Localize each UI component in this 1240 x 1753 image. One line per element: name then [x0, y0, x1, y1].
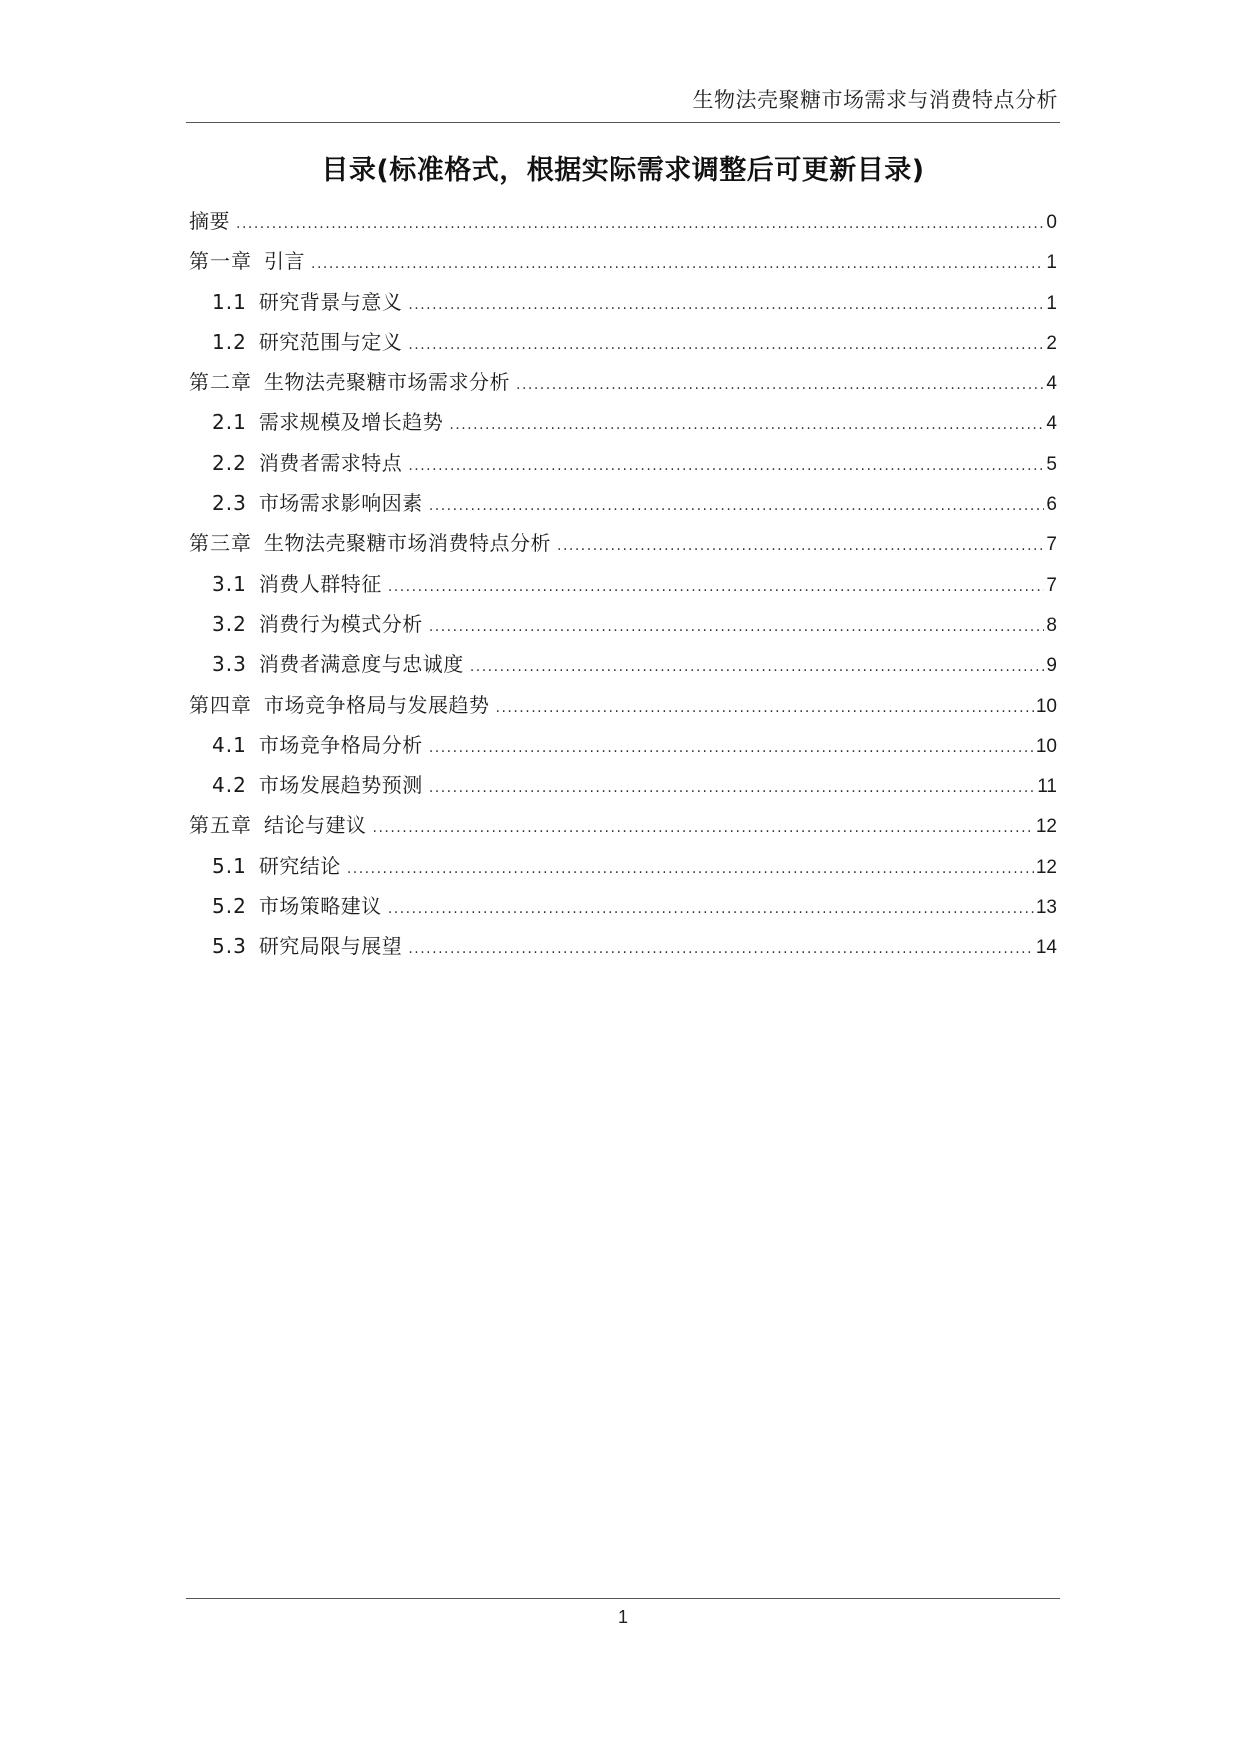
dot-leader [496, 700, 1034, 716]
dot-leader [408, 297, 1044, 313]
toc-entry-page-number: 5 [1046, 453, 1057, 475]
toc-section-entry[interactable] [189, 769, 1057, 809]
toc-entry-label: 研究结论 [258, 853, 341, 878]
toc-entry-page-number: 7 [1046, 534, 1057, 556]
toc-chapter-entry[interactable] [189, 527, 1057, 567]
toc-entry-label: 生物法壳聚糖市场需求分析 [264, 370, 510, 395]
toc-entry-page-number: 8 [1046, 614, 1057, 636]
toc-title: 目录(标准格式，根据实际需求调整后可更新目录) [321, 155, 925, 186]
toc-section-entry[interactable] [189, 648, 1057, 688]
toc-entry-page-number: 1 [1046, 252, 1057, 274]
toc-entry-label: 需求规模及增长趋势 [258, 410, 444, 435]
dot-leader [408, 337, 1044, 353]
toc-entry-label: 市场策略建议 [258, 894, 382, 919]
toc-entry-number: 第三章 [189, 531, 252, 556]
toc-entry-page-number: 14 [1035, 937, 1057, 959]
table-of-contents [189, 205, 1057, 971]
toc-entry-page-number: 13 [1035, 897, 1057, 919]
toc-entry-label: 研究背景与意义 [258, 289, 403, 314]
page-footer [186, 1598, 1060, 1627]
toc-entry-label: 市场竞争格局与发展趋势 [264, 692, 490, 717]
toc-section-entry[interactable] [189, 406, 1057, 446]
toc-chapter-entry[interactable] [189, 245, 1057, 285]
toc-entry-number: 1.1 [212, 289, 247, 314]
toc-section-entry[interactable] [189, 608, 1057, 648]
dot-leader [388, 579, 1045, 595]
toc-section-entry[interactable] [189, 326, 1057, 366]
toc-entry-number: 5.1 [212, 853, 247, 878]
dot-leader [449, 417, 1044, 433]
toc-entry-page-number: 10 [1035, 695, 1057, 717]
toc-entry-number: 3.1 [212, 571, 247, 596]
toc-section-entry[interactable] [189, 286, 1057, 326]
toc-entry-label: 引言 [264, 249, 305, 274]
toc-entry-number: 2.3 [212, 491, 247, 516]
toc-entry-page-number: 12 [1035, 816, 1057, 838]
toc-entry-page-number: 10 [1035, 735, 1057, 757]
toc-entry-page-number: 1 [1046, 292, 1057, 314]
dot-leader [429, 740, 1034, 756]
toc-entry-number: 5.2 [212, 894, 247, 919]
toc-entry-number: 3.2 [212, 611, 247, 636]
toc-entry-label: 结论与建议 [264, 813, 367, 838]
toc-entry-number: 5.3 [212, 934, 247, 959]
toc-entry-label: 市场需求影响因素 [258, 491, 423, 516]
toc-entry-page-number: 7 [1046, 574, 1057, 596]
dot-leader [429, 780, 1035, 796]
toc-entry-page-number: 0 [1046, 212, 1057, 233]
toc-entry-page-number: 4 [1046, 413, 1057, 435]
toc-entry-number: 3.3 [212, 652, 247, 677]
dot-leader [470, 659, 1045, 675]
toc-chapter-entry[interactable] [189, 205, 1057, 245]
toc-entry-label: 研究范围与定义 [258, 329, 403, 354]
toc-entry-label: 市场发展趋势预测 [258, 773, 423, 798]
running-title: 生物法壳聚糖市场需求与消费特点分析 [692, 88, 1058, 112]
dot-leader [429, 498, 1045, 514]
toc-entry-number: 2.2 [212, 450, 247, 475]
toc-entry-label: 消费人群特征 [258, 571, 382, 596]
dot-leader [516, 377, 1044, 393]
toc-entry-number: 第二章 [189, 370, 252, 395]
toc-entry-number: 第四章 [189, 692, 252, 717]
toc-chapter-entry[interactable] [189, 809, 1057, 849]
dot-leader [388, 901, 1034, 917]
toc-section-entry[interactable] [189, 447, 1057, 487]
toc-entry-label: 市场竞争格局分析 [258, 732, 423, 757]
dot-leader [408, 941, 1034, 957]
dot-leader [408, 458, 1044, 474]
toc-section-entry[interactable] [189, 568, 1057, 608]
toc-section-entry[interactable] [189, 890, 1057, 930]
toc-entry-label: 摘要 [189, 209, 230, 233]
toc-entry-label: 消费者需求特点 [258, 450, 403, 475]
toc-section-entry[interactable] [189, 487, 1057, 527]
toc-entry-number: 4.2 [212, 773, 247, 798]
toc-entry-label: 生物法壳聚糖市场消费特点分析 [264, 531, 551, 556]
toc-section-entry[interactable] [189, 930, 1057, 970]
toc-entry-label: 消费行为模式分析 [258, 611, 423, 636]
toc-entry-label: 研究局限与展望 [258, 934, 403, 959]
dot-leader [429, 619, 1045, 635]
toc-section-entry[interactable] [189, 850, 1057, 890]
dot-leader [557, 538, 1044, 554]
dot-leader [373, 820, 1034, 836]
toc-chapter-entry[interactable] [189, 366, 1057, 406]
dot-leader [347, 861, 1034, 877]
page-number: 1 [617, 1607, 628, 1627]
toc-entry-page-number: 2 [1046, 332, 1057, 354]
toc-entry-number: 4.1 [212, 732, 247, 757]
toc-entry-number: 2.1 [212, 410, 247, 435]
page-header [186, 78, 1060, 123]
toc-entry-number: 第五章 [189, 813, 252, 838]
toc-entry-page-number: 4 [1046, 373, 1057, 395]
toc-entry-page-number: 11 [1037, 776, 1057, 798]
toc-entry-number: 1.2 [212, 329, 247, 354]
toc-section-entry[interactable] [189, 729, 1057, 769]
toc-entry-page-number: 9 [1046, 655, 1057, 677]
dot-leader [236, 216, 1044, 232]
toc-entry-number: 第一章 [189, 249, 252, 274]
toc-chapter-entry[interactable] [189, 689, 1057, 729]
dot-leader [311, 256, 1044, 272]
toc-entry-label: 消费者满意度与忠诚度 [258, 652, 464, 677]
toc-entry-page-number: 6 [1046, 494, 1057, 516]
toc-entry-page-number: 12 [1035, 856, 1057, 878]
